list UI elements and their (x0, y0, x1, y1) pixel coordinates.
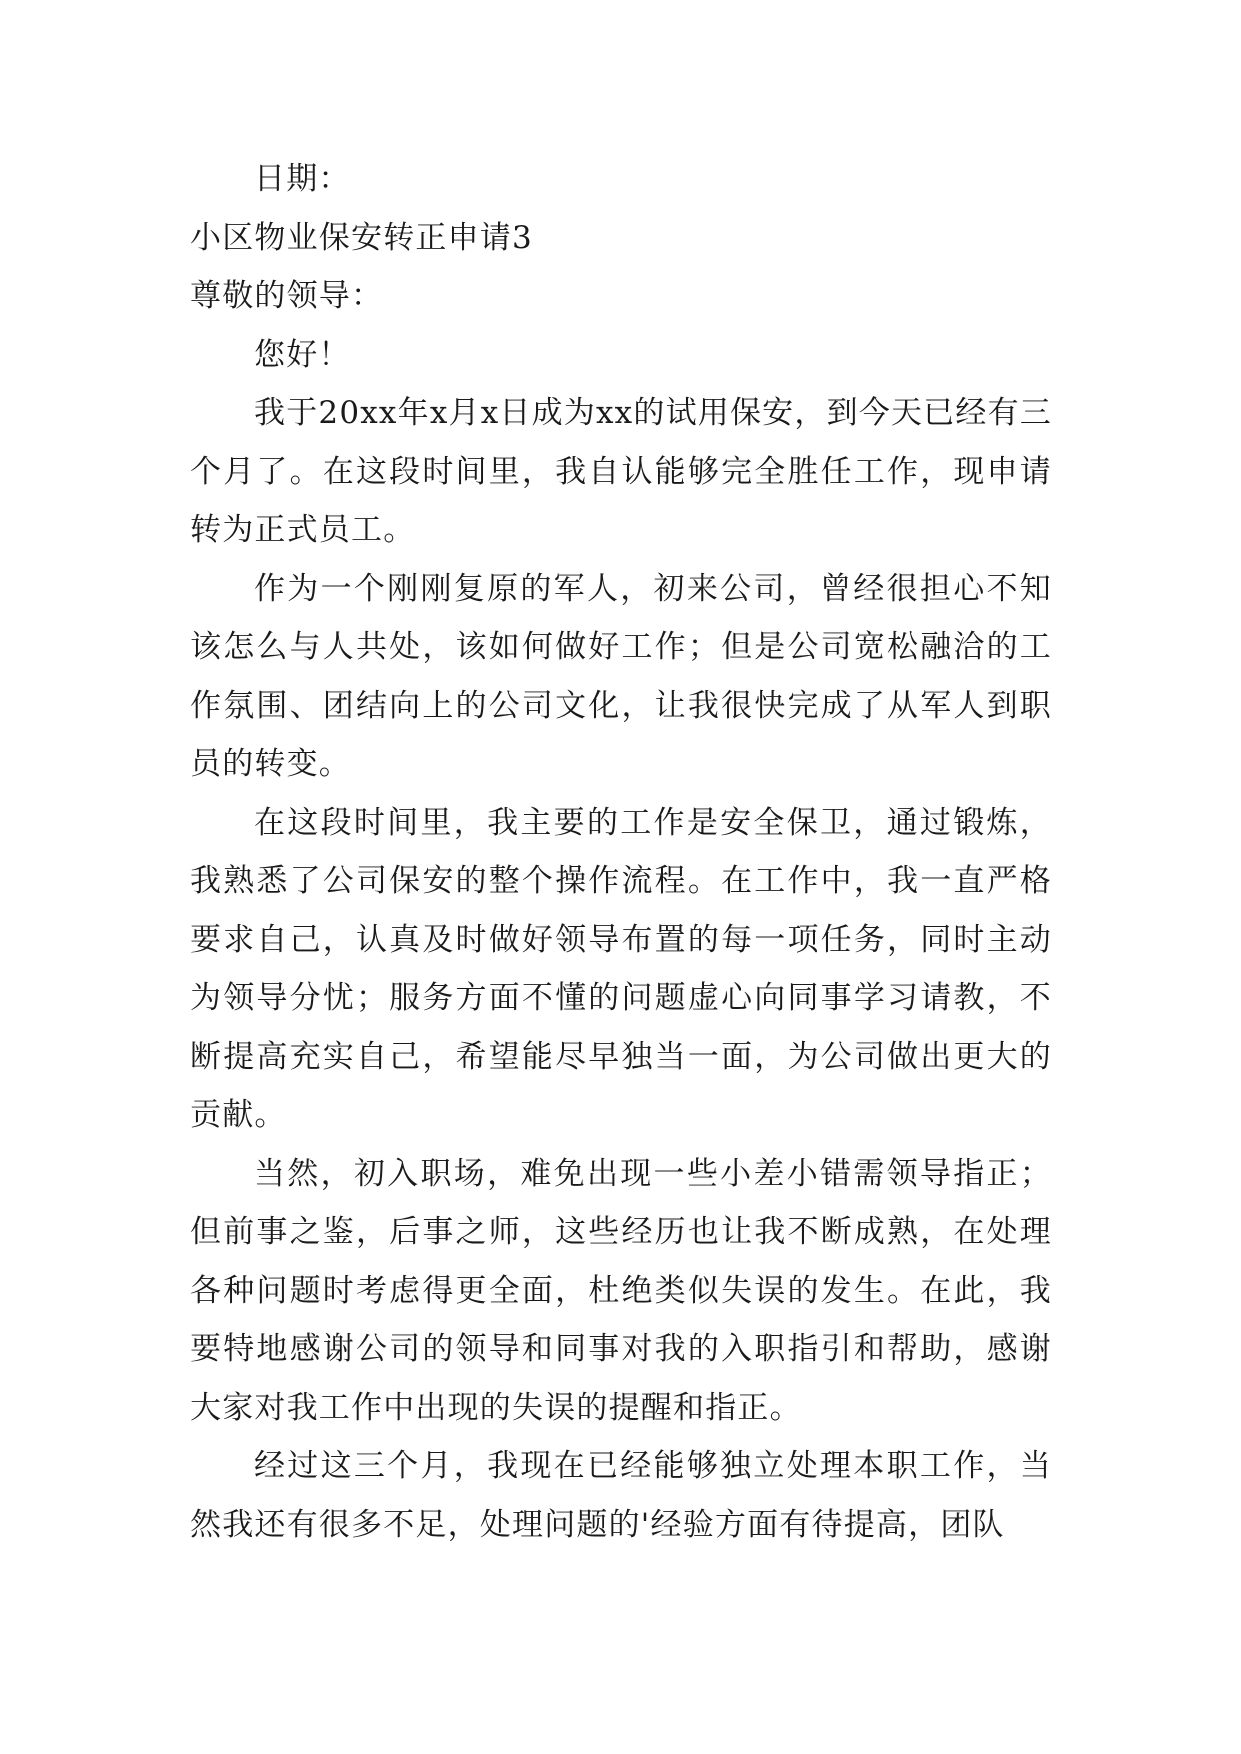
document-body (190, 150, 1052, 1554)
date-label: 日期： (254, 161, 351, 197)
paragraph-1: 我于20xx年x月x日成为xx的试用保安，到今天已经有三个月了。在这段时间里，我自认能够完全胜任工作，现申请转为正式员工。 (190, 395, 1052, 548)
salutation: 尊敬的领导： (190, 278, 384, 314)
paragraph-2: 作为一个刚刚复原的军人，初来公司，曾经很担心不知该怎么与人共处，该如何做好工作；但是公司宽松融洽的工作氛围、团结向上的公司文化，让我很快完成了从军人到职员的转变。 (190, 570, 1052, 782)
paragraph-3: 在这段时间里，我主要的工作是安全保卫，通过锻炼，我熟悉了公司保安的整个操作流程。在工作中，我一直严格要求自己，认真及时做好领导布置的每一项任务，同时主动为领导分忧；服务方面不懂的问题虚心向同事学习请教，不断提高充实自己，希望能尽早独当一面，为公司做出更大的贡献。 (190, 804, 1052, 1133)
paragraph-4: 当然，初入职场，难免出现一些小差小错需领导指正；但前事之鉴，后事之师，这些经历也让我不断成熟，在处理各种问题时考虑得更全面，杜绝类似失误的发生。在此，我要特地感谢公司的领导和同事对我的入职指引和帮助，感谢大家对我工作中出现的失误的提醒和指正。 (190, 1155, 1052, 1426)
document-title: 小区物业保安转正申请3 (190, 219, 533, 256)
greeting: 您好！ (254, 336, 351, 373)
paragraph-5: 经过这三个月，我现在已经能够独立处理本职工作，当然我还有很多不足，处理问题的'经验方面有待提高，团队 (190, 1448, 1052, 1543)
